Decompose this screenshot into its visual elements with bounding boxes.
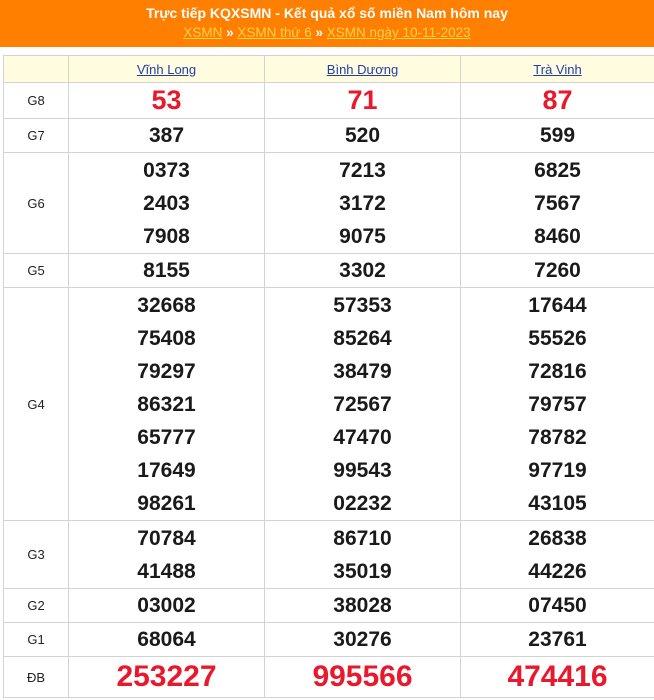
prize-row-g8	[4, 83, 654, 119]
prize-cell	[265, 254, 461, 288]
prize-number: 35019	[333, 559, 392, 583]
prize-cell	[69, 288, 265, 521]
prize-number: 23761	[528, 628, 587, 651]
prize-cell	[69, 589, 265, 623]
prize-number: 474416	[507, 660, 608, 693]
province-link[interactable]: Bình Dương	[326, 61, 399, 77]
prize-number: 3302	[339, 259, 386, 282]
prize-number: 9075	[339, 224, 386, 248]
prize-label: G4	[4, 288, 69, 521]
prize-number: 86710	[333, 526, 392, 550]
prize-cell	[265, 589, 461, 623]
prize-number: 0373	[143, 158, 190, 182]
province-link[interactable]: Trà Vinh	[533, 61, 582, 77]
prize-number: 6825	[534, 158, 581, 182]
province-header	[461, 56, 654, 83]
prize-number: 38479	[333, 359, 392, 383]
prize-number: 97719	[528, 458, 587, 482]
prize-row-g2	[4, 589, 654, 623]
prize-number: 43105	[528, 491, 587, 515]
prize-cell	[461, 589, 654, 623]
prize-cell	[69, 119, 265, 153]
prize-number: 44226	[528, 559, 587, 583]
prize-number: 32668	[137, 293, 196, 317]
prize-cell	[461, 83, 654, 119]
prize-number: 30276	[333, 628, 392, 651]
breadcrumb-link-xsmn-date[interactable]: XSMN ngày 10-11-2023	[326, 25, 471, 40]
prize-number: 520	[344, 124, 381, 147]
prize-number: 8155	[143, 259, 190, 282]
prize-number: 71	[347, 85, 378, 115]
prize-number: 78782	[528, 425, 587, 449]
results-table	[3, 55, 654, 698]
prize-label: G2	[4, 589, 69, 623]
prize-number: 387	[148, 124, 185, 147]
prize-cell	[265, 83, 461, 119]
prize-row-g4	[4, 288, 654, 521]
prize-number: 02232	[333, 491, 392, 515]
prize-number: 995566	[312, 660, 413, 693]
province-header-row	[4, 56, 654, 83]
prize-number: 79297	[137, 359, 196, 383]
prize-cell	[461, 623, 654, 657]
prize-cell	[461, 153, 654, 254]
prize-number: 599	[539, 124, 576, 147]
breadcrumb-link-xsmn[interactable]: XSMN	[183, 25, 223, 40]
prize-label: G6	[4, 153, 69, 254]
prize-cell	[265, 288, 461, 521]
page-title: Trực tiếp KQXSMN - Kết quả xổ số miền Nam hôm nay	[146, 5, 508, 21]
prize-number: 3172	[339, 191, 386, 215]
prize-cell	[69, 657, 265, 698]
prize-number: 2403	[143, 191, 190, 215]
prize-cell	[461, 657, 654, 698]
prize-cell	[265, 623, 461, 657]
prize-number: 55526	[528, 326, 587, 350]
prize-number: 87	[542, 85, 573, 115]
prize-label: G1	[4, 623, 69, 657]
prize-row-g7	[4, 119, 654, 153]
prize-label: G7	[4, 119, 69, 153]
prize-number: 57353	[333, 293, 392, 317]
prize-number: 253227	[116, 660, 217, 693]
prize-number: 47470	[333, 425, 392, 449]
prize-row-g1	[4, 623, 654, 657]
prize-label: G3	[4, 521, 69, 589]
prize-label: G5	[4, 254, 69, 288]
prize-number: 7213	[339, 158, 386, 182]
prize-number: 68064	[137, 628, 196, 651]
prize-number: 17649	[137, 458, 196, 482]
prize-label: G8	[4, 83, 69, 119]
prize-number: 72816	[528, 359, 587, 383]
breadcrumb-link-xsmn-thu-6[interactable]: XSMN thứ 6	[237, 25, 312, 40]
prize-number: 65777	[137, 425, 196, 449]
prize-number: 8460	[534, 224, 581, 248]
prize-cell	[69, 254, 265, 288]
prize-row-g5	[4, 254, 654, 288]
prize-cell	[461, 119, 654, 153]
prize-number: 41488	[137, 559, 196, 583]
prize-number: 38028	[333, 594, 392, 617]
prize-number: 70784	[137, 526, 196, 550]
prize-number: 75408	[137, 326, 196, 350]
prize-row-g3	[4, 521, 654, 589]
prize-cell	[265, 657, 461, 698]
prize-cell	[69, 83, 265, 119]
prize-cell	[461, 254, 654, 288]
prize-row-g6	[4, 153, 654, 254]
prize-number: 53	[151, 85, 182, 115]
breadcrumb-separator: »	[315, 25, 324, 40]
prize-cell	[265, 119, 461, 153]
breadcrumb	[0, 23, 654, 42]
province-link[interactable]: Vĩnh Long	[136, 61, 197, 77]
prize-number: 86321	[137, 392, 196, 416]
province-header	[69, 56, 265, 83]
prize-number: 7908	[143, 224, 190, 248]
prize-row-db	[4, 657, 654, 698]
page-header	[0, 0, 654, 47]
prize-number: 72567	[333, 392, 392, 416]
prize-cell	[69, 521, 265, 589]
prize-number: 07450	[528, 594, 587, 617]
prize-number: 03002	[137, 594, 196, 617]
prize-number: 99543	[333, 458, 392, 482]
prize-number: 26838	[528, 526, 587, 550]
prize-number: 7260	[534, 259, 581, 282]
prize-cell	[265, 521, 461, 589]
header-corner-cell	[4, 56, 69, 83]
prize-cell	[69, 623, 265, 657]
prize-number: 79757	[528, 392, 587, 416]
prize-label: ĐB	[4, 657, 69, 698]
prize-number: 7567	[534, 191, 581, 215]
prize-cell	[461, 521, 654, 589]
prize-cell	[69, 153, 265, 254]
prize-number: 85264	[333, 326, 392, 350]
province-header	[265, 56, 461, 83]
prize-cell	[461, 288, 654, 521]
breadcrumb-separator: »	[226, 25, 234, 40]
prize-number: 98261	[137, 491, 196, 515]
prize-cell	[265, 153, 461, 254]
prize-number: 17644	[528, 293, 587, 317]
